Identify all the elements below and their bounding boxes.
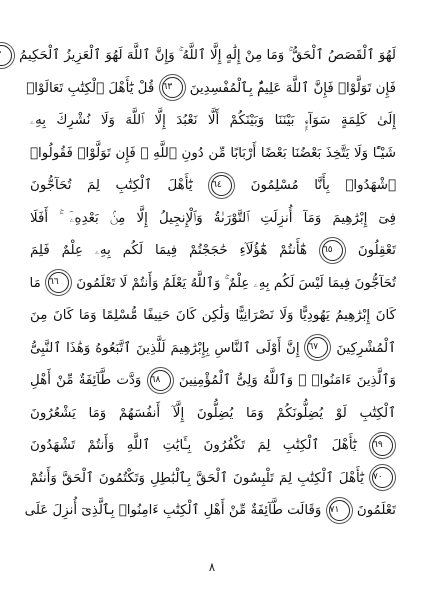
verse-line — [24, 495, 396, 528]
ayah-number-marker: ٦٤ — [211, 175, 232, 196]
verse-text: وَقَالَت طَّآئِفَةٌ مِّنْ أَهْلِ ٱلْكِتَٰبِ ءَامِنُوا۟ بِٱلَّذِىٓ أُنزِلَ عَلَى — [24, 503, 322, 518]
verse-line — [30, 300, 396, 333]
verse-text: شَيْـًٔا وَلَا يَتَّخِذَ بَعْضُنَا بَعْضًا أَرْبَابًا مِّن دُونِ ٱللَّهِ ۚ فَإِن تَوَلَّوْا۟ فَقُولُوا۟ — [30, 145, 396, 161]
verse-text-block — [19, 40, 397, 528]
verse-text: فِىٓ إِبْرَٰهِيمَ وَمَآ أُنزِلَتِ ٱلتَّوْرَىٰةُ وَٱلْإِنجِيلُ إِلَّا مِنۢ بَعْدِهِۦٓ ۚ أَفَلَا — [30, 210, 396, 226]
verse-text: تَعْلَمُونَ — [356, 503, 396, 518]
verse-line — [30, 333, 396, 366]
verse-text: كَانَ إِبْرَٰهِيمُ يَهُودِيًّا وَلَا نَصْرَانِيًّا وَلَٰكِن كَانَ حَنِيفًا مُّسْلِمًا وَمَا كَانَ مِنَ — [30, 308, 396, 323]
ayah-number-marker: ٦٦ — [48, 272, 69, 293]
verse-line — [30, 235, 396, 268]
page-number: ٨ — [208, 560, 216, 574]
ayah-number-marker: ٦٩ — [372, 435, 393, 456]
verse-line — [30, 138, 396, 171]
verse-text: هَٰٓأَنتُمْ هَٰٓؤُلَآءِ حَٰجَجْتُمْ فِيمَا لَكُم بِهِۦ عِلْمٌ فَلِمَ — [30, 243, 308, 258]
verse-line — [19, 40, 396, 73]
verse-text: إِنَّ أَوْلَى ٱلنَّاسِ بِإِبْرَٰهِيمَ لَلَّذِينَ ٱتَّبَعُوهُ وَهَٰذَا ٱلنَّبِىُّ — [30, 340, 300, 356]
verse-line — [30, 430, 396, 463]
verse-line — [30, 105, 396, 138]
ayah-number-marker — [0, 45, 12, 66]
verse-line — [30, 398, 396, 431]
verse-line — [30, 170, 396, 203]
verse-text: يَٰٓأَهْلَ ٱلْكِتَٰبِ لِمَ تُحَآجُّونَ — [30, 178, 193, 193]
verse-line — [30, 203, 396, 236]
verse-text: تَعْقِلُونَ — [357, 243, 396, 258]
verse-line — [30, 463, 396, 496]
verse-text: ٱلْكِتَٰبِ لَوْ يُضِلُّونَكُمْ وَمَا يُضِلُّونَ إِلَّآ أَنفُسَهُمْ وَمَا يَشْعُرُونَ — [30, 405, 396, 421]
ayah-number-marker: ٦٧ — [307, 337, 328, 358]
verse-text: ٱلْمُشْرِكِينَ — [336, 340, 396, 356]
verse-text: قُلْ يَٰٓأَهْلَ ٱلْكِتَٰبِ تَعَالَوْا۟ — [26, 80, 155, 96]
verse-line — [30, 268, 396, 301]
verse-text: فَإِن تَوَلَّوْا۟ فَإِنَّ ٱللَّهَ عَلِيمٌۢ بِٱلْمُفْسِدِينَ — [189, 80, 396, 96]
verse-text: يَٰٓأَهْلَ ٱلْكِتَٰبِ لِمَ تَلْبِسُونَ ٱلْحَقَّ بِٱلْبَٰطِلِ وَتَكْتُمُونَ ٱلْحَقَّ وَأَنتُمْ — [30, 470, 364, 486]
verse-text: تُحَآجُّونَ فِيمَا لَيْسَ لَكُم بِهِۦ عِلْمٌ ۚ وَٱللَّهُ يَعْلَمُ وَأَنتُمْ لَا تَعْلَمُونَ — [76, 275, 396, 291]
verse-line — [26, 73, 396, 106]
verse-text: وَدَّت طَّآئِفَةٌ مِّنْ أَهْلِ — [30, 373, 142, 388]
verse-text: وَٱلَّذِينَ ءَامَنُوا۟ ۗ وَٱللَّهُ وَلِىُّ ٱلْمُؤْمِنِينَ — [178, 373, 397, 388]
verse-line — [30, 365, 396, 398]
verse-text: لَهُوَ ٱلْقَصَصُ ٱلْحَقُّ ۚ وَمَا مِنْ إِلَٰهٍ إِلَّا ٱللَّهُ ۚ وَإِنَّ ٱللَّهَ لَهُوَ ٱلْعَزِيزُ ٱلْحَكِيمُ — [19, 48, 396, 63]
verse-text: مَا — [29, 275, 41, 291]
verse-text: إِلَىٰ كَلِمَةٍ سَوَآءٍۭ بَيْنَنَا وَبَيْنَكُمْ أَلَّا نَعْبُدَ إِلَّا ٱللَّهَ وَلَا نُشْرِكَ بِهِۦ — [30, 113, 396, 128]
ayah-number-marker: ٦٣ — [162, 77, 183, 98]
ayah-number-marker: ٧١ — [329, 500, 350, 521]
ayah-number-marker: ٦٥ — [322, 240, 343, 261]
verse-text: ٱشْهَدُوا۟ بِأَنَّا مُسْلِمُونَ — [250, 178, 397, 193]
verse-text: يَٰٓأَهْلَ ٱلْكِتَٰبِ لِمَ تَكْفُرُونَ بِـَٔايَٰتِ ٱللَّهِ وَأَنتُمْ تَشْهَدُونَ — [30, 438, 357, 453]
ayah-number-marker: ٧٠ — [372, 467, 393, 488]
ayah-number-marker: ٦٨ — [150, 370, 171, 391]
